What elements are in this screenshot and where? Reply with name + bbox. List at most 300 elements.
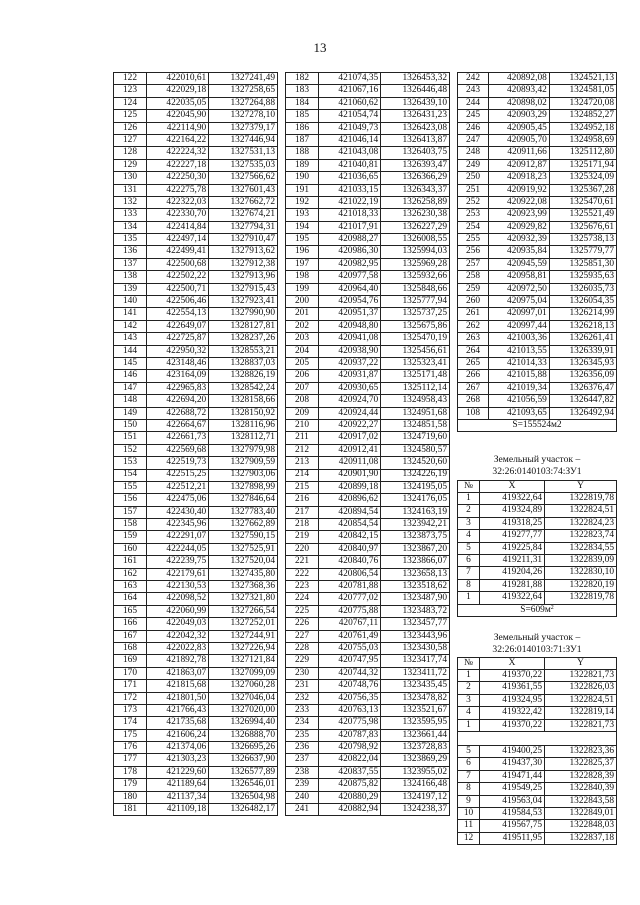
point-number: 237 [286,754,319,766]
table-row [114,804,278,816]
table-row [286,395,450,407]
x-coordinate: 422250,30 [147,172,209,184]
y-coordinate: 1327903,06 [209,469,278,481]
point-number: 248 [458,147,489,159]
table-row [458,283,617,295]
x-coordinate: 419563,04 [480,795,545,807]
y-coordinate: 1325171,48 [381,370,450,382]
x-coordinate: 421017,91 [319,221,381,233]
table-row [114,357,278,369]
x-coordinate: 422049,03 [147,618,209,630]
point-number: 162 [114,568,147,580]
y-coordinate: 1327060,28 [209,680,278,692]
plot1-title [457,454,617,478]
x-coordinate: 421015,88 [489,370,550,382]
coordinates-table-2 [285,72,450,816]
point-number: 198 [286,271,319,283]
point-number: 108 [458,407,489,419]
table-row [286,234,450,246]
point-number: 1 [458,493,480,505]
x-coordinate: 420748,76 [319,680,381,692]
coordinates-table-3 [457,72,617,432]
point-number: 137 [114,258,147,270]
x-coordinate: 420896,62 [319,494,381,506]
point-number: 207 [286,382,319,394]
table-row [286,605,450,617]
table-row [286,494,450,506]
point-number: 163 [114,581,147,593]
point-number: 263 [458,333,489,345]
y-coordinate: 1327435,80 [209,568,278,580]
table-row [114,258,278,270]
x-coordinate: 419322,64 [480,592,545,604]
table-row [114,519,278,531]
y-coordinate: 1324952,18 [549,122,616,134]
y-coordinate: 1327099,09 [209,667,278,679]
y-coordinate: 1322849,01 [545,807,617,819]
x-coordinate: 419277,77 [480,530,545,542]
x-coordinate: 420840,97 [319,543,381,555]
table-row [458,333,617,345]
table-row [286,172,450,184]
x-coordinate: 420744,32 [319,667,381,679]
table-row [286,419,450,431]
table-row [286,159,450,171]
point-number: 153 [114,457,147,469]
y-coordinate: 1327674,21 [209,209,278,221]
table-row [286,729,450,741]
y-coordinate: 1325112,80 [549,147,616,159]
y-coordinate: 1327915,43 [209,283,278,295]
y-coordinate: 1324719,60 [381,432,450,444]
table-row [458,320,617,332]
y-coordinate: 1327121,84 [209,655,278,667]
y-coordinate: 1326339,91 [549,345,616,357]
table-row [458,832,617,844]
x-coordinate: 419584,53 [480,807,545,819]
table-row [114,766,278,778]
y-coordinate: 1324720,08 [549,97,616,109]
point-number: 191 [286,184,319,196]
table-row [458,670,617,682]
table-row [114,147,278,159]
table-row [286,184,450,196]
point-number: 193 [286,209,319,221]
point-number: 186 [286,122,319,134]
y-coordinate: 1322824,23 [545,517,617,529]
table-row [114,543,278,555]
x-coordinate: 420924,44 [319,407,381,419]
table-row [458,745,617,757]
x-coordinate: 419324,89 [480,505,545,517]
table-row [286,134,450,146]
point-number: 264 [458,345,489,357]
x-coordinate: 422322,03 [147,196,209,208]
y-coordinate: 1327264,88 [209,97,278,109]
y-coordinate: 1326637,90 [209,754,278,766]
x-coordinate: 420923,99 [489,209,550,221]
y-coordinate: 1323867,20 [381,543,450,555]
point-number: 223 [286,581,319,593]
point-number: 182 [286,73,319,85]
table-row [114,469,278,481]
x-coordinate: 422010,61 [147,73,209,85]
table-row [286,221,450,233]
table-row [458,85,617,97]
table-row [114,382,278,394]
y-coordinate: 1327266,54 [209,605,278,617]
x-coordinate: 419318,25 [480,517,545,529]
x-coordinate: 421019,34 [489,382,550,394]
point-number: 238 [286,766,319,778]
y-coordinate: 1324226,19 [381,469,450,481]
y-coordinate: 1328150,92 [209,407,278,419]
y-coordinate: 1328837,03 [209,357,278,369]
x-coordinate: 419204,26 [480,567,545,579]
table-row [114,395,278,407]
point-number: 11 [458,820,480,832]
y-coordinate: 1325323,41 [381,357,450,369]
plot2-title-line2: 32:26:0140103:71:ЗУ1 [492,644,582,655]
point-number: 3 [458,517,480,529]
x-coordinate: 422130,53 [147,581,209,593]
y-coordinate: 1326393,47 [381,159,450,171]
x-coordinate: 420775,88 [319,605,381,617]
table-row [286,407,450,419]
x-coordinate: 421229,60 [147,766,209,778]
y-coordinate: 1327783,40 [209,506,278,518]
point-number: 146 [114,370,147,382]
y-coordinate: 1323661,44 [381,729,450,741]
point-number: 228 [286,642,319,654]
point-number: 155 [114,481,147,493]
table-row [114,333,278,345]
point-number: 187 [286,134,319,146]
table-row [286,680,450,692]
table-row [458,172,617,184]
x-coordinate: 420777,02 [319,593,381,605]
point-number: 148 [114,395,147,407]
table-row [114,97,278,109]
point-number: 243 [458,85,489,97]
table-row [458,783,617,795]
point-number: 249 [458,159,489,171]
point-number: 211 [286,432,319,444]
y-coordinate: 1326230,38 [381,209,450,221]
table-row [286,283,450,295]
x-coordinate: 421801,50 [147,692,209,704]
y-coordinate: 1325848,66 [381,283,450,295]
y-coordinate: 1327244,91 [209,630,278,642]
y-coordinate: 1322819,78 [545,592,617,604]
table-row [114,172,278,184]
y-coordinate: 1327258,65 [209,85,278,97]
y-coordinate: 1327046,04 [209,692,278,704]
table-row [458,345,617,357]
x-coordinate: 419549,25 [480,783,545,795]
y-coordinate: 1327531,13 [209,147,278,159]
y-coordinate: 1327898,99 [209,481,278,493]
y-coordinate: 1328826,19 [209,370,278,382]
y-coordinate: 1325851,30 [549,258,616,270]
y-coordinate: 1326214,99 [549,308,616,320]
y-coordinate: 1327520,04 [209,556,278,568]
y-coordinate: 1323869,29 [381,754,450,766]
y-coordinate: 1325470,19 [381,333,450,345]
table-row [114,556,278,568]
table-row [114,196,278,208]
y-coordinate: 1325737,25 [381,308,450,320]
point-number: 168 [114,642,147,654]
x-coordinate: 422291,07 [147,531,209,543]
header-y: Y [545,481,617,493]
x-coordinate: 422649,07 [147,320,209,332]
y-coordinate: 1327909,59 [209,457,278,469]
y-coordinate: 1327990,90 [209,308,278,320]
table-row [458,110,617,122]
x-coordinate: 422244,05 [147,543,209,555]
table-row [114,184,278,196]
y-coordinate: 1328553,21 [209,345,278,357]
y-coordinate: 1324163,19 [381,506,450,518]
x-coordinate: 420787,83 [319,729,381,741]
y-coordinate: 1325738,13 [549,234,616,246]
point-number: 209 [286,407,319,419]
y-coordinate: 1327252,01 [209,618,278,630]
x-coordinate: 419437,30 [480,758,545,770]
y-coordinate: 1327913,96 [209,271,278,283]
x-coordinate: 419281,88 [480,579,545,591]
table-row [286,382,450,394]
x-coordinate: 420911,66 [489,147,550,159]
x-coordinate: 419322,42 [480,707,545,719]
table-row [114,593,278,605]
x-coordinate: 420893,42 [489,85,550,97]
y-coordinate: 1323435,45 [381,680,450,692]
point-number: 135 [114,234,147,246]
point-number: 170 [114,667,147,679]
table-row [114,568,278,580]
x-coordinate: 422725,87 [147,333,209,345]
table-row [114,370,278,382]
y-coordinate: 1323417,74 [381,655,450,667]
y-coordinate: 1325779,77 [549,246,616,258]
point-number: 236 [286,742,319,754]
point-number: 126 [114,122,147,134]
table-row [114,209,278,221]
table-row [458,505,617,517]
point-number: 7 [458,770,480,782]
point-number: 227 [286,630,319,642]
table-row [458,530,617,542]
table-row [458,73,617,85]
y-coordinate: 1327535,03 [209,159,278,171]
y-coordinate: 1325969,28 [381,258,450,270]
point-number: 251 [458,184,489,196]
table-row [114,680,278,692]
point-number: 222 [286,568,319,580]
x-coordinate: 420898,02 [489,97,550,109]
y-coordinate: 1325932,66 [381,271,450,283]
point-number: 265 [458,357,489,369]
x-coordinate: 422114,90 [147,122,209,134]
table-row [286,519,450,531]
point-number: 232 [286,692,319,704]
y-coordinate: 1323411,72 [381,667,450,679]
y-coordinate: 1322848,03 [545,820,617,832]
table-row [286,791,450,803]
table-row [114,320,278,332]
y-coordinate: 1324195,05 [381,481,450,493]
table-row [286,357,450,369]
point-number: 240 [286,791,319,803]
point-number: 192 [286,196,319,208]
y-coordinate: 1327601,43 [209,184,278,196]
table-row [286,147,450,159]
y-coordinate: 1326546,01 [209,779,278,791]
header-number: № [458,481,480,493]
point-number: 154 [114,469,147,481]
x-coordinate: 419324,95 [480,694,545,706]
x-coordinate: 422664,67 [147,419,209,431]
point-number: 6 [458,554,480,566]
table-row [286,457,450,469]
point-number: 176 [114,742,147,754]
x-coordinate: 420986,30 [319,246,381,258]
table-row [458,542,617,554]
point-number: 8 [458,579,480,591]
y-coordinate: 1322823,36 [545,745,617,757]
table-row [458,134,617,146]
table-row [114,791,278,803]
table-row [286,209,450,221]
y-coordinate: 1325675,86 [381,320,450,332]
x-coordinate: 420747,95 [319,655,381,667]
y-coordinate: 1325521,49 [549,209,616,221]
point-number: 6 [458,758,480,770]
x-coordinate: 422497,14 [147,234,209,246]
point-number: 158 [114,519,147,531]
point-number: 134 [114,221,147,233]
point-number: 250 [458,172,489,184]
x-coordinate: 420756,35 [319,692,381,704]
y-coordinate: 1322826,03 [545,682,617,694]
table-row [286,766,450,778]
y-coordinate: 1327846,64 [209,494,278,506]
table-row [114,271,278,283]
x-coordinate: 421040,81 [319,159,381,171]
point-number: 143 [114,333,147,345]
point-number: 259 [458,283,489,295]
x-coordinate: 420982,95 [319,258,381,270]
x-coordinate: 420945,59 [489,258,550,270]
point-number: 139 [114,283,147,295]
y-coordinate: 1324958,69 [549,134,616,146]
y-coordinate: 1327979,98 [209,444,278,456]
table-row [114,283,278,295]
point-number: 177 [114,754,147,766]
point-number: 212 [286,444,319,456]
table-row [114,667,278,679]
point-number: 219 [286,531,319,543]
point-number: 221 [286,556,319,568]
point-number: 267 [458,382,489,394]
x-coordinate: 421189,64 [147,779,209,791]
table-row [286,630,450,642]
point-number: 129 [114,159,147,171]
x-coordinate: 421109,18 [147,804,209,816]
point-number: 226 [286,618,319,630]
x-coordinate: 421067,16 [319,85,381,97]
point-number: 206 [286,370,319,382]
table-row [114,246,278,258]
point-number: 166 [114,618,147,630]
y-coordinate: 1326035,73 [549,283,616,295]
y-coordinate: 1327590,15 [209,531,278,543]
y-coordinate: 1322819,78 [545,493,617,505]
header-y: Y [545,658,617,670]
x-coordinate: 420975,04 [489,296,550,308]
x-coordinate: 419471,44 [480,770,545,782]
y-coordinate: 1322824,51 [545,694,617,706]
x-coordinate: 421863,07 [147,667,209,679]
table-row [458,97,617,109]
table-row [114,419,278,431]
table-row [114,506,278,518]
x-coordinate: 422275,78 [147,184,209,196]
point-number: 125 [114,110,147,122]
y-coordinate: 1326423,08 [381,122,450,134]
point-number: 244 [458,97,489,109]
y-coordinate: 1322824,51 [545,505,617,517]
point-number: 261 [458,308,489,320]
x-coordinate: 422965,83 [147,382,209,394]
x-coordinate: 420922,27 [319,419,381,431]
y-coordinate: 1325676,61 [549,221,616,233]
x-coordinate: 420941,08 [319,333,381,345]
point-number: 185 [286,110,319,122]
y-coordinate: 1325171,94 [549,159,616,171]
y-coordinate: 1327794,31 [209,221,278,233]
point-number: 150 [114,419,147,431]
y-coordinate: 1326482,17 [209,804,278,816]
x-coordinate: 420922,08 [489,196,550,208]
table-row [286,370,450,382]
table-row [458,493,617,505]
table-row [114,494,278,506]
x-coordinate: 420840,76 [319,556,381,568]
x-coordinate: 420919,92 [489,184,550,196]
point-number: 133 [114,209,147,221]
point-number: 141 [114,308,147,320]
table-row [458,271,617,283]
table-row [458,682,617,694]
point-number: 255 [458,234,489,246]
y-coordinate: 1324852,27 [549,110,616,122]
point-number: 136 [114,246,147,258]
table-row [114,481,278,493]
y-coordinate: 1322823,74 [545,530,617,542]
y-coordinate: 1327321,80 [209,593,278,605]
table-row [114,605,278,617]
y-coordinate: 1328158,66 [209,395,278,407]
x-coordinate: 420938,90 [319,345,381,357]
table-row [458,592,617,604]
table-row [458,795,617,807]
x-coordinate: 420924,70 [319,395,381,407]
table-row [114,110,278,122]
table-row [114,729,278,741]
